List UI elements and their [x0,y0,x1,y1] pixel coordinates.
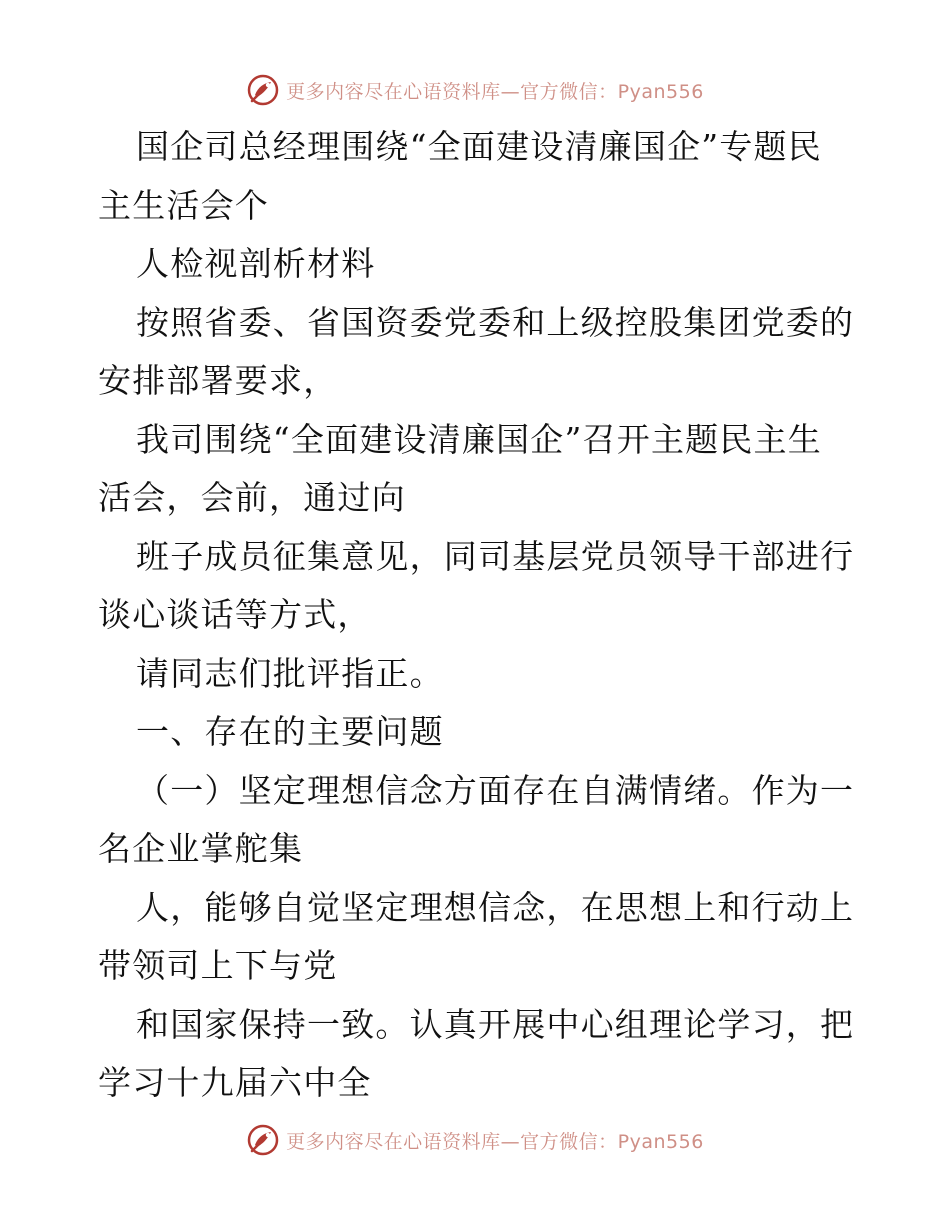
text-line: 名企业掌舵集 [98,829,304,868]
footer-watermark [0,1120,950,1160]
text-line: 人检视剖析材料 [136,244,376,283]
text-line: 谈心谈话等方式， [98,595,372,634]
text-line: 活会，会前，通过向 [98,478,406,517]
text-line: 按照省委、省国资委党委和上级控股集团党委的 [136,302,855,342]
text-line: 主生活会个 [98,185,269,225]
text-line: 国企司总经理围绕“全面建设清廉国企”专题民 [136,127,822,166]
text-line: 人，能够自觉坚定理想信念，在思想上和行动上 [136,887,855,927]
text-line: 我司围绕“全面建设清廉国企”召开主题民主生 [136,419,822,459]
text-line: 安排部署要求， [98,361,338,400]
document-body [98,118,858,1113]
section-heading: 一、存在的主要问题 [136,712,444,751]
text-line: 班子成员征集意见，同司基层党员领导干部进行 [136,536,855,576]
text-line: 请同志们批评指正。 [136,653,444,693]
rose-pen-logo-icon [246,1123,280,1157]
text-line: 学习十九届六中全 [98,1063,372,1102]
header-watermark [0,70,950,110]
text-line: 带领司上下与党 [98,946,338,985]
rose-pen-logo-icon [246,73,280,107]
text-line: 和国家保持一致。认真开展中心组理论学习，把 [136,1004,855,1044]
watermark-text: 更多内容尽在心语资料库—官方微信：Pyan556 [286,1130,704,1153]
text-line: （一）坚定理想信念方面存在自满情绪。作为一 [136,770,855,810]
watermark-text: 更多内容尽在心语资料库—官方微信：Pyan556 [286,80,704,103]
